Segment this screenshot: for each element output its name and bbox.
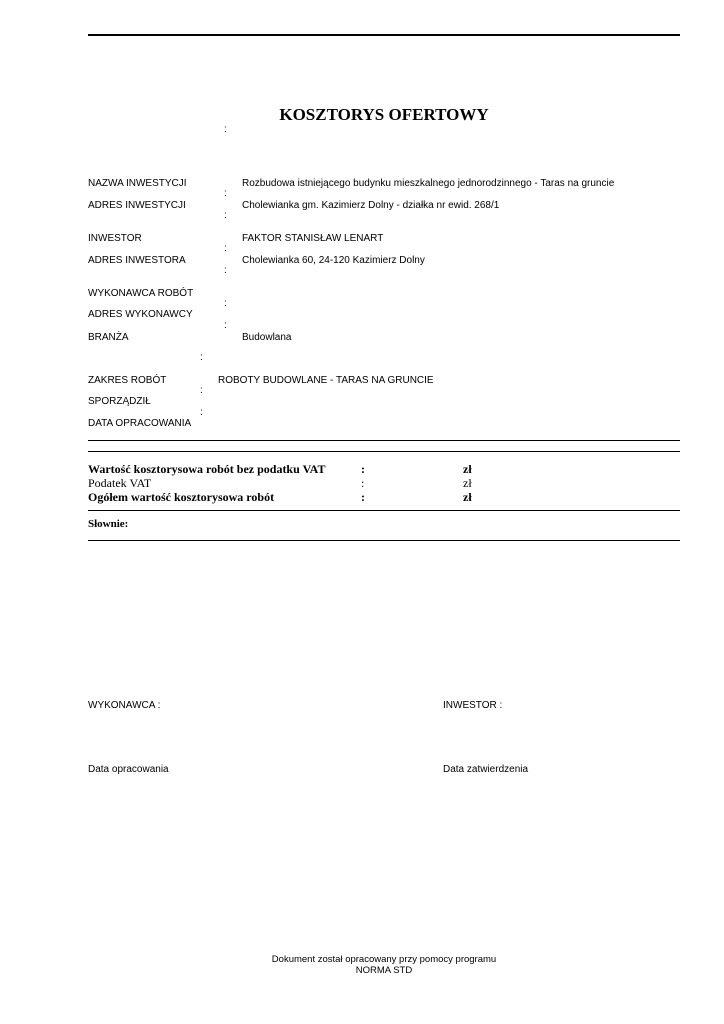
slownie-label: Słownie: [88,518,129,530]
summary-total-colon: : [361,490,365,504]
label-inwestor: INWESTOR [88,233,142,244]
label-zakres-robot: ZAKRES ROBÓT [88,375,167,386]
summary-net-label: Wartość kosztorysowa robót bez podatku VAT [88,462,326,476]
summary-total-label: Ogółem wartość kosztorysowa robót [88,490,275,504]
summary-rule-mid [88,510,680,511]
colon: : [224,265,227,276]
footer-line-2: NORMA STD [355,965,413,976]
value-adres-inwestycji: Cholewianka gm. Kazimierz Dolny - działka nr ewid. 268/1 [242,200,500,211]
label-adres-wykonawcy: ADRES WYKONAWCY [88,309,193,320]
colon: : [224,243,227,254]
page-title: KOSZTORYS OFERTOWY [279,105,489,124]
footer-line-1: Dokument został opracowany przy pomocy programu [271,954,497,965]
summary-rule-bottom [88,540,680,541]
summary-net-colon: : [361,462,365,476]
label-branza: BRANŻA [88,332,129,343]
colon: : [224,210,227,221]
label-data-opracowania: DATA OPRACOWANIA [88,418,192,429]
colon: : [224,124,227,135]
colon: : [200,385,203,396]
label-adres-inwestycji: ADRES INWESTYCJI [88,200,186,211]
label-nazwa-inwestycji: NAZWA INWESTYCJI [88,178,187,189]
value-zakres-robot: ROBOTY BUDOWLANE - TARAS NA GRUNCIE [218,375,434,386]
top-rule [88,34,680,36]
signature-data-zatwierdzenia: Data zatwierdzenia [443,764,529,775]
summary-vat-colon: : [361,476,365,490]
value-inwestor: FAKTOR STANISŁAW LENART [242,233,384,244]
value-adres-inwestora: Cholewianka 60, 24-120 Kazimierz Dolny [242,255,425,266]
colon: : [224,188,227,199]
summary-vat-label: Podatek VAT [88,476,152,490]
colon: : [224,320,227,331]
label-sporzadzil: SPORZĄDZIŁ [88,396,151,407]
signature-data-opracowania: Data opracowania [88,764,169,775]
value-nazwa-inwestycji: Rozbudowa istniejącego budynku mieszkalnego jednorodzinnego - Taras na gruncie [242,178,615,189]
colon: : [224,298,227,309]
colon: : [200,352,203,363]
summary-net-currency: zł [463,462,472,476]
summary-total-currency: zł [463,490,472,504]
colon: : [200,407,203,418]
label-adres-inwestora: ADRES INWESTORA [88,255,186,266]
summary-vat-currency: zł [463,476,472,490]
signature-wykonawca: WYKONAWCA : [88,700,161,711]
signature-inwestor: INWESTOR : [443,700,503,711]
value-branza: Budowlana [242,332,292,343]
summary-rule-top [88,440,680,441]
summary-rule-top-2 [88,451,680,452]
label-wykonawca-robot: WYKONAWCA ROBÓT [88,288,194,299]
